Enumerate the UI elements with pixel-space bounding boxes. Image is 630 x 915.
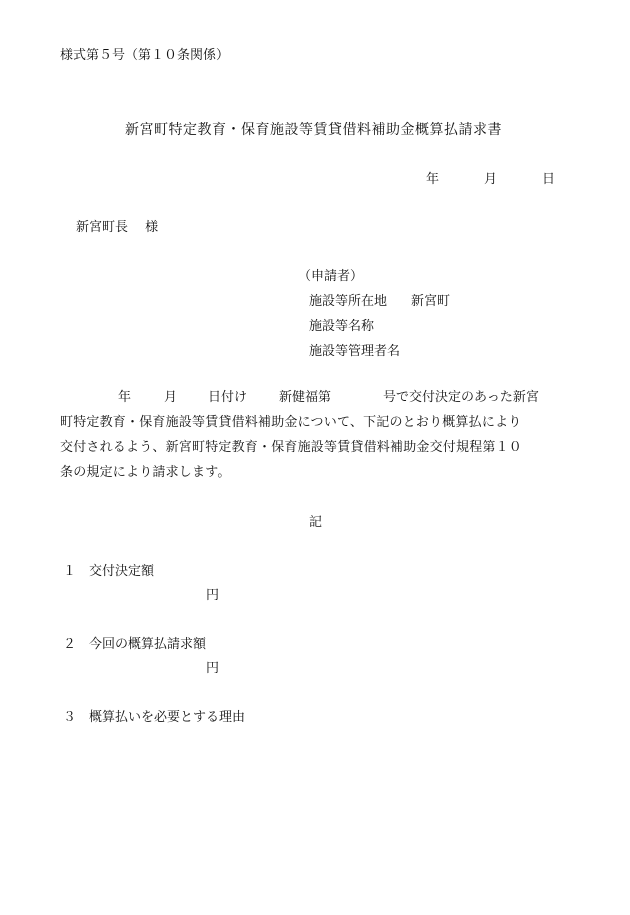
item-1-label: 交付決定額 [89,564,155,579]
line1-rest: 号で交付決定のあった新宮 [383,390,539,405]
date-day: 日 [542,172,556,187]
ref-number-prefix: 新健福第 [279,390,332,405]
item-1-unit: 円 [206,588,220,603]
item-2-label: 今回の概算払請求額 [89,637,207,652]
addressee: 新宮町長 様 [76,220,159,235]
form-label: 様式第５号（第１０条関係） [60,48,230,63]
item-1-number: １ [63,564,77,579]
body-line-2: 町特定教育・保育施設等賃貸借料補助金について、下記のとおり概算払により [60,415,522,430]
location-label: 施設等所在地 [309,294,388,309]
date-month: 月 [484,172,498,187]
location-value: 新宮町 [411,294,451,309]
body-line-4: 条の規定により請求します。 [60,465,231,480]
ref-year: 年 [118,390,132,405]
item-3-label: 概算払いを必要とする理由 [89,710,246,725]
document-title: 新宮町特定教育・保育施設等賃貸借料補助金概算払請求書 [125,122,502,138]
body-line-3: 交付されるよう、新宮町特定教育・保育施設等賃貸借料補助金交付規程第１０ [60,440,523,455]
ref-month: 月 [164,390,178,405]
facility-manager-label: 施設等管理者名 [309,344,401,359]
ref-date-suffix: 日付け [208,390,248,405]
ki-heading: 記 [309,515,323,530]
item-3-number: ３ [63,710,77,725]
facility-name-label: 施設等名称 [309,319,375,334]
applicant-heading: （申請者） [298,269,364,284]
date-year: 年 [426,172,440,187]
item-2-number: ２ [63,637,77,652]
item-2-unit: 円 [206,661,220,676]
